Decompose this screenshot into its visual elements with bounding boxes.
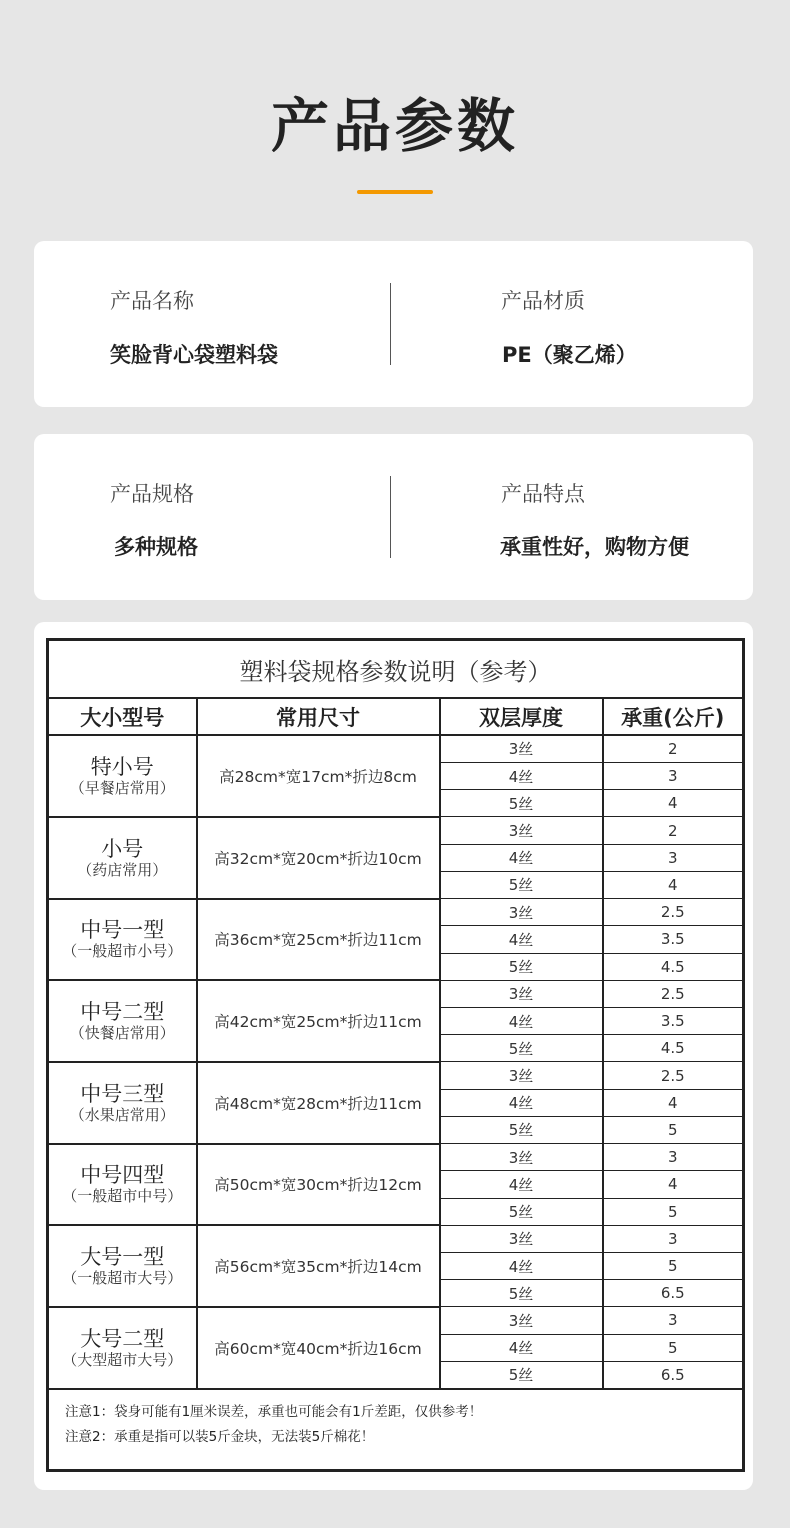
- table-row: [48, 1225, 744, 1252]
- product-name-value: 笑脸背心袋塑料袋: [110, 343, 278, 367]
- load-cell: 5: [603, 1198, 744, 1225]
- product-material-value: PE（聚乙烯）: [502, 343, 637, 367]
- thickness-cell: 4丝: [440, 1089, 603, 1116]
- load-cell: 5: [603, 1116, 744, 1143]
- table-row: [48, 735, 744, 763]
- model-use: （水果店常用）: [69, 1105, 175, 1124]
- load-cell: 3.5: [603, 1007, 744, 1034]
- load-cell: 3: [603, 763, 744, 790]
- model-name: 大号二型: [80, 1326, 165, 1351]
- thickness-cell: 5丝: [440, 1116, 603, 1143]
- load-cell: 3: [603, 844, 744, 871]
- thickness-cell: 3丝: [440, 980, 603, 1007]
- load-cell: 2.5: [603, 980, 744, 1007]
- table-row: [48, 980, 744, 1007]
- thickness-cell: 4丝: [440, 844, 603, 871]
- thickness-cell: 3丝: [440, 735, 603, 763]
- thickness-cell: 5丝: [440, 1035, 603, 1062]
- title-underline: [357, 190, 433, 194]
- thickness-cell: 5丝: [440, 871, 603, 898]
- load-cell: 2: [603, 817, 744, 844]
- model-name: 中号二型: [80, 1000, 165, 1025]
- load-cell: 4: [603, 1089, 744, 1116]
- size-cell: 高36cm*宽25cm*折边11cm: [197, 899, 440, 981]
- load-cell: 2.5: [603, 1062, 744, 1089]
- model-use: （一般超市大号）: [62, 1269, 183, 1288]
- product-feature-label: 产品特点: [501, 482, 585, 506]
- thickness-cell: 4丝: [440, 1007, 603, 1034]
- note-line: 注意1：袋身可能有1厘米误差，承重也可能会有1斤差距，仅供参考！: [65, 1404, 483, 1421]
- thickness-cell: 5丝: [440, 953, 603, 980]
- model-name: 特小号: [90, 754, 154, 779]
- spec-table: [46, 638, 745, 1472]
- model-name: 中号一型: [80, 918, 165, 943]
- thickness-cell: 4丝: [440, 763, 603, 790]
- thickness-cell: 3丝: [440, 817, 603, 844]
- thickness-cell: 3丝: [440, 1144, 603, 1171]
- load-cell: 3: [603, 1225, 744, 1252]
- size-cell: 高32cm*宽20cm*折边10cm: [197, 817, 440, 899]
- table-row: [48, 1307, 744, 1334]
- load-cell: 2.5: [603, 899, 744, 926]
- size-cell: 高60cm*宽40cm*折边16cm: [197, 1307, 440, 1389]
- info-card-spec-feature: [34, 434, 753, 600]
- thickness-cell: 4丝: [440, 1171, 603, 1198]
- page-title: 产品参数: [270, 92, 519, 160]
- product-material-label: 产品材质: [501, 289, 585, 313]
- thickness-cell: 5丝: [440, 790, 603, 817]
- model-cell: [48, 735, 197, 817]
- load-cell: 2: [603, 735, 744, 763]
- model-use: （一般超市中号）: [62, 1187, 183, 1206]
- thickness-cell: 4丝: [440, 1334, 603, 1361]
- info-card-name-material: [34, 241, 753, 407]
- load-cell: 3: [603, 1307, 744, 1334]
- size-cell: 高48cm*宽28cm*折边11cm: [197, 1062, 440, 1144]
- model-use: （药店常用）: [77, 860, 168, 879]
- size-cell: 高50cm*宽30cm*折边12cm: [197, 1144, 440, 1226]
- size-cell: 高56cm*宽35cm*折边14cm: [197, 1225, 440, 1307]
- model-name: 中号四型: [80, 1163, 165, 1188]
- load-cell: 4: [603, 1171, 744, 1198]
- thickness-cell: 4丝: [440, 1252, 603, 1279]
- load-cell: 6.5: [603, 1361, 744, 1389]
- notes-cell: [48, 1389, 744, 1470]
- header-load: 承重(公斤): [603, 698, 744, 734]
- load-cell: 5: [603, 1334, 744, 1361]
- model-cell: [48, 1225, 197, 1307]
- load-cell: 3: [603, 1144, 744, 1171]
- model-use: （一般超市小号）: [62, 942, 183, 961]
- table-row: [48, 1144, 744, 1171]
- model-cell: [48, 899, 197, 981]
- thickness-cell: 5丝: [440, 1361, 603, 1389]
- product-spec-label: 产品规格: [110, 482, 194, 506]
- load-cell: 4: [603, 871, 744, 898]
- model-cell: [48, 1307, 197, 1389]
- size-cell: 高28cm*宽17cm*折边8cm: [197, 735, 440, 817]
- spec-table-card: [34, 622, 753, 1490]
- thickness-cell: 3丝: [440, 1062, 603, 1089]
- load-cell: 5: [603, 1252, 744, 1279]
- product-spec-value: 多种规格: [114, 535, 198, 559]
- load-cell: 3.5: [603, 926, 744, 953]
- model-use: （大型超市大号）: [62, 1350, 183, 1369]
- thickness-cell: 3丝: [440, 1307, 603, 1334]
- product-name-label: 产品名称: [110, 289, 194, 313]
- model-name: 大号一型: [80, 1245, 165, 1270]
- load-cell: 4: [603, 790, 744, 817]
- load-cell: 4.5: [603, 1035, 744, 1062]
- model-cell: [48, 980, 197, 1062]
- model-name: 中号三型: [80, 1081, 165, 1106]
- card-divider: [390, 283, 391, 365]
- load-cell: 6.5: [603, 1280, 744, 1307]
- table-caption: 塑料袋规格参数说明（参考）: [48, 640, 744, 699]
- thickness-cell: 5丝: [440, 1280, 603, 1307]
- model-cell: [48, 1062, 197, 1144]
- table-row: [48, 899, 744, 926]
- header-thickness: 双层厚度: [440, 698, 603, 734]
- table-row: [48, 1062, 744, 1089]
- thickness-cell: 3丝: [440, 899, 603, 926]
- note-line: 注意2：承重是指可以装5斤金块，无法装5斤棉花！: [65, 1429, 375, 1446]
- header-size: 常用尺寸: [197, 698, 440, 734]
- thickness-cell: 5丝: [440, 1198, 603, 1225]
- size-cell: 高42cm*宽25cm*折边11cm: [197, 980, 440, 1062]
- load-cell: 4.5: [603, 953, 744, 980]
- thickness-cell: 4丝: [440, 926, 603, 953]
- card-divider: [390, 476, 391, 558]
- thickness-cell: 3丝: [440, 1225, 603, 1252]
- product-feature-value: 承重性好，购物方便: [500, 535, 689, 559]
- model-cell: [48, 1144, 197, 1226]
- model-cell: [48, 817, 197, 899]
- table-row: [48, 817, 744, 844]
- model-use: （早餐店常用）: [69, 778, 175, 797]
- header-model: 大小型号: [48, 698, 197, 734]
- notes-row: [48, 1389, 744, 1470]
- model-name: 小号: [101, 836, 144, 861]
- model-use: （快餐店常用）: [69, 1024, 175, 1043]
